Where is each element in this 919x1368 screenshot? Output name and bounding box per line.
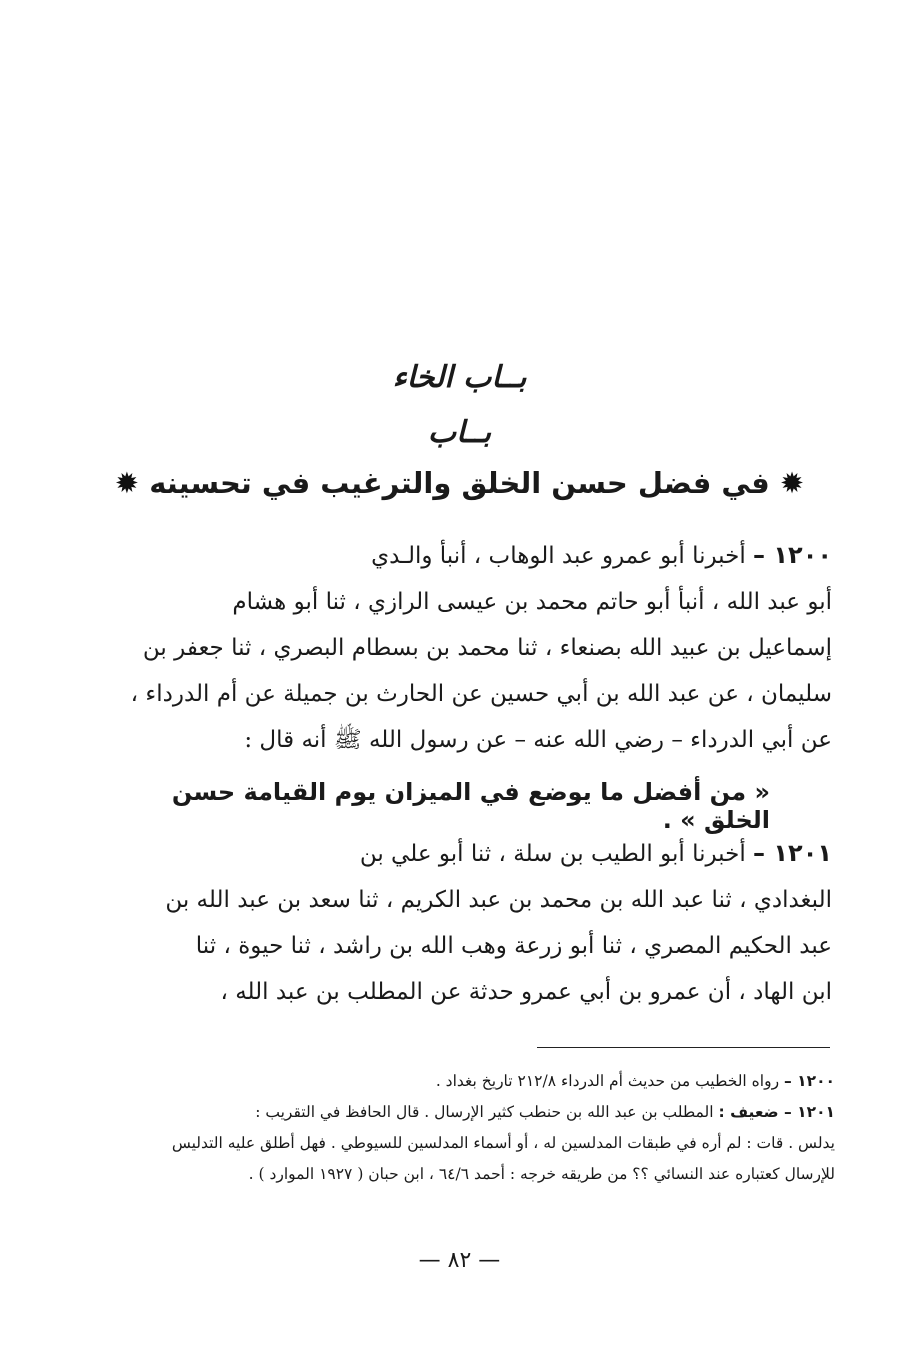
topic-heading <box>0 466 919 500</box>
hadith-line: عبد الحكيم المصري ، ثنا أبو زرعة وهب الله بن راشد ، ثنا حيوة ، ثنا <box>195 933 832 959</box>
footnote-1201 <box>130 1097 835 1128</box>
topic-heading-text: في فضل حسن الخلق والترغيب في تحسينه <box>149 466 770 500</box>
footnote-text: رواه الخطيب من حديث أم الدرداء ٢١٢/٨ تاريخ بغداد . <box>435 1072 780 1090</box>
hadith-1200 <box>130 532 832 763</box>
chapter-heading: بــاب الخاء <box>392 360 527 395</box>
hadith-text: أخبرنا أبو عمرو عبد الوهاب ، أنبأ والـدي <box>371 543 746 569</box>
footnote-number: ١٢٠١ – ضعيف : <box>718 1103 835 1121</box>
footnotes <box>130 1066 835 1190</box>
footnote-text: المطلب بن عبد الله بن حنطب كثير الإرسال . قال الحافظ في التقريب : <box>255 1103 714 1121</box>
footnote-divider <box>537 1047 830 1048</box>
hadith-line: أبو عبد الله ، أنبأ أبو حاتم محمد بن عيسى الرازي ، ثنا أبو هشام <box>232 589 832 615</box>
hadith-line: سليمان ، عن عبد الله بن أبي حسين عن الحارث بن جميلة عن أم الدرداء ، <box>130 681 832 707</box>
hadith-number: ١٢٠٠ – <box>753 541 832 569</box>
hadith-line <box>130 532 832 579</box>
footnote-line: للإرسال كعتباره عند النسائي ؟؟ من طريقه خرجه : أحمد ٦٤/٦ ، ابن حبان ( ١٩٢٧ الموارد ) . <box>248 1165 835 1183</box>
hadith-number: ١٢٠١ – <box>753 839 832 867</box>
footnote-number: ١٢٠٠ – <box>784 1072 835 1090</box>
star-ornament-icon: ✹ <box>114 466 140 500</box>
hadith-line: ابن الهاد ، أن عمرو بن أبي عمرو حدثة عن المطلب بن عبد الله ، <box>220 979 832 1005</box>
hadith-line: عن أبي الدرداء – رضي الله عنه – عن رسول الله ﷺ أنه قال : <box>244 727 832 753</box>
page-number: — ٨٢ — <box>418 1248 501 1273</box>
star-ornament-icon: ✹ <box>779 466 805 500</box>
hadith-line <box>130 830 832 877</box>
footnote-1200 <box>130 1066 835 1097</box>
hadith-quote: « من أفضل ما يوضع في الميزان يوم القيامة حسن الخلق » . <box>171 778 770 834</box>
hadith-1201 <box>130 830 832 1015</box>
hadith-line: إسماعيل بن عبيد الله بصنعاء ، ثنا محمد بن بسطام البصري ، ثنا جعفر بن <box>142 635 832 661</box>
footnote-line: يدلس . قات : لم أره في طبقات المدلسين له ، أو أسماء المدلسين للسيوطي . فهل أطلق عليه التدليس <box>171 1134 835 1152</box>
hadith-text: أخبرنا أبو الطيب بن سلة ، ثنا أبو علي بن <box>359 841 746 867</box>
section-heading: بــاب <box>427 415 492 450</box>
hadith-line: البغدادي ، ثنا عبد الله بن محمد بن عبد الكريم ، ثنا سعد بن عبد الله بن <box>165 887 832 913</box>
